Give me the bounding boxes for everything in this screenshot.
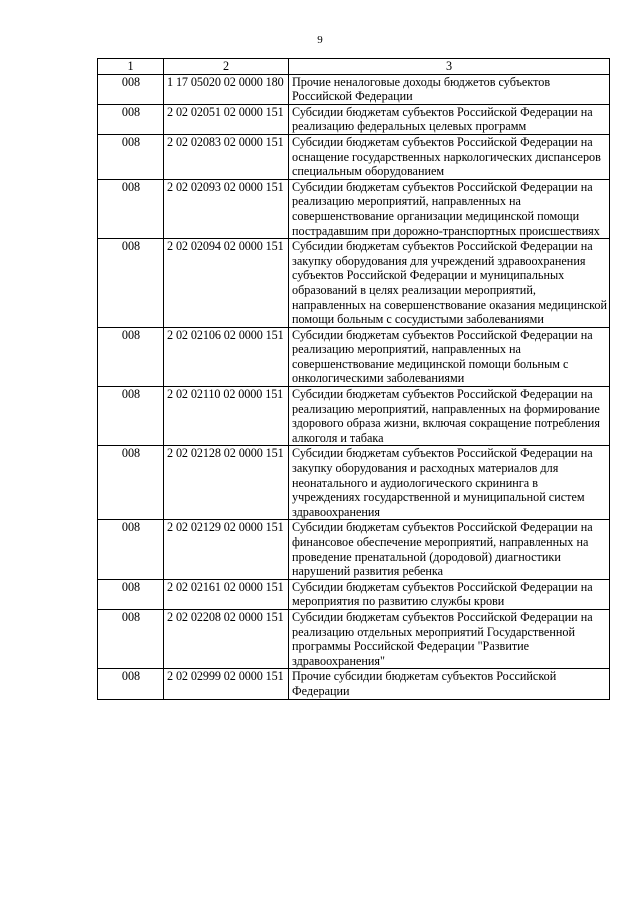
- table-row: [98, 579, 610, 609]
- revenue-name-cell: Субсидии бюджетам субъектов Российской Федерации на реализацию мероприятий, направленных на формирование здорового образа жизни, включая сокращение потребления алкоголя и табака: [289, 387, 610, 446]
- revenue-code-cell: 2 02 02093 02 0000 151: [164, 179, 289, 238]
- revenue-code-cell: 2 02 02051 02 0000 151: [164, 104, 289, 134]
- admin-code-cell: 008: [98, 609, 164, 668]
- revenue-code-cell: 2 02 02128 02 0000 151: [164, 446, 289, 520]
- admin-code-cell: 008: [98, 446, 164, 520]
- revenue-name-cell: Прочие субсидии бюджетам субъектов Российской Федерации: [289, 669, 610, 699]
- admin-code-cell: 008: [98, 520, 164, 579]
- column-header-3: 3: [289, 59, 610, 75]
- revenue-code-cell: 2 02 02094 02 0000 151: [164, 239, 289, 328]
- revenue-name-cell: Субсидии бюджетам субъектов Российской Федерации на реализацию федеральных целевых программ: [289, 104, 610, 134]
- admin-code-cell: 008: [98, 387, 164, 446]
- table-row: [98, 387, 610, 446]
- table-row: [98, 669, 610, 699]
- admin-code-cell: 008: [98, 239, 164, 328]
- table-row: [98, 134, 610, 179]
- revenue-code-cell: 1 17 05020 02 0000 180: [164, 74, 289, 104]
- table-header-row: [98, 59, 610, 75]
- revenue-name-cell: Субсидии бюджетам субъектов Российской Федерации на реализацию отдельных мероприятий Государственной программы Российской Федерации "Развитие здравоохранения": [289, 609, 610, 668]
- table-row: [98, 74, 610, 104]
- revenue-name-cell: Субсидии бюджетам субъектов Российской Федерации на реализацию мероприятий, направленных на совершенствование медицинской помощи больным с онкологическими заболеваниями: [289, 327, 610, 386]
- table-row: [98, 179, 610, 238]
- table-row: [98, 609, 610, 668]
- admin-code-cell: 008: [98, 179, 164, 238]
- admin-code-cell: 008: [98, 579, 164, 609]
- admin-code-cell: 008: [98, 134, 164, 179]
- revenue-name-cell: Субсидии бюджетам субъектов Российской Федерации на мероприятия по развитию службы крови: [289, 579, 610, 609]
- admin-code-cell: 008: [98, 327, 164, 386]
- revenue-code-cell: 2 02 02161 02 0000 151: [164, 579, 289, 609]
- revenue-code-cell: 2 02 02208 02 0000 151: [164, 609, 289, 668]
- table-row: [98, 446, 610, 520]
- table-row: [98, 327, 610, 386]
- revenue-name-cell: Субсидии бюджетам субъектов Российской Федерации на закупку оборудования и расходных материалов для неонатального и аудиологического скрининга в учреждениях государственной и муниципальной систем здравоохранения: [289, 446, 610, 520]
- admin-code-cell: 008: [98, 104, 164, 134]
- column-header-2: 2: [164, 59, 289, 75]
- revenue-name-cell: Субсидии бюджетам субъектов Российской Федерации на оснащение государственных наркологических диспансеров специальным оборудованием: [289, 134, 610, 179]
- budget-revenue-table: [97, 58, 610, 700]
- table-row: [98, 239, 610, 328]
- revenue-code-cell: 2 02 02083 02 0000 151: [164, 134, 289, 179]
- revenue-code-cell: 2 02 02999 02 0000 151: [164, 669, 289, 699]
- revenue-name-cell: Субсидии бюджетам субъектов Российской Федерации на финансовое обеспечение мероприятий, направленных на проведение пренатальной (дородовой) диагностики нарушений развития ребенка: [289, 520, 610, 579]
- table-row: [98, 520, 610, 579]
- admin-code-cell: 008: [98, 74, 164, 104]
- revenue-name-cell: Субсидии бюджетам субъектов Российской Федерации на закупку оборудования для учреждений здравоохранения субъектов Российской Федерации и муниципальных образований в целях реализации мероприятий, направленных на совершенствование оказания медицинской помощи больным с сосудистыми заболеваниями: [289, 239, 610, 328]
- table-row: [98, 104, 610, 134]
- page-number: 9: [317, 34, 323, 46]
- revenue-code-cell: 2 02 02110 02 0000 151: [164, 387, 289, 446]
- revenue-code-cell: 2 02 02106 02 0000 151: [164, 327, 289, 386]
- revenue-name-cell: Прочие неналоговые доходы бюджетов субъектов Российской Федерации: [289, 74, 610, 104]
- admin-code-cell: 008: [98, 669, 164, 699]
- revenue-name-cell: Субсидии бюджетам субъектов Российской Федерации на реализацию мероприятий, направленных на совершенствование организации медицинской помощи пострадавшим при дорожно-транспортных происшествиях: [289, 179, 610, 238]
- column-header-1: 1: [98, 59, 164, 75]
- revenue-code-cell: 2 02 02129 02 0000 151: [164, 520, 289, 579]
